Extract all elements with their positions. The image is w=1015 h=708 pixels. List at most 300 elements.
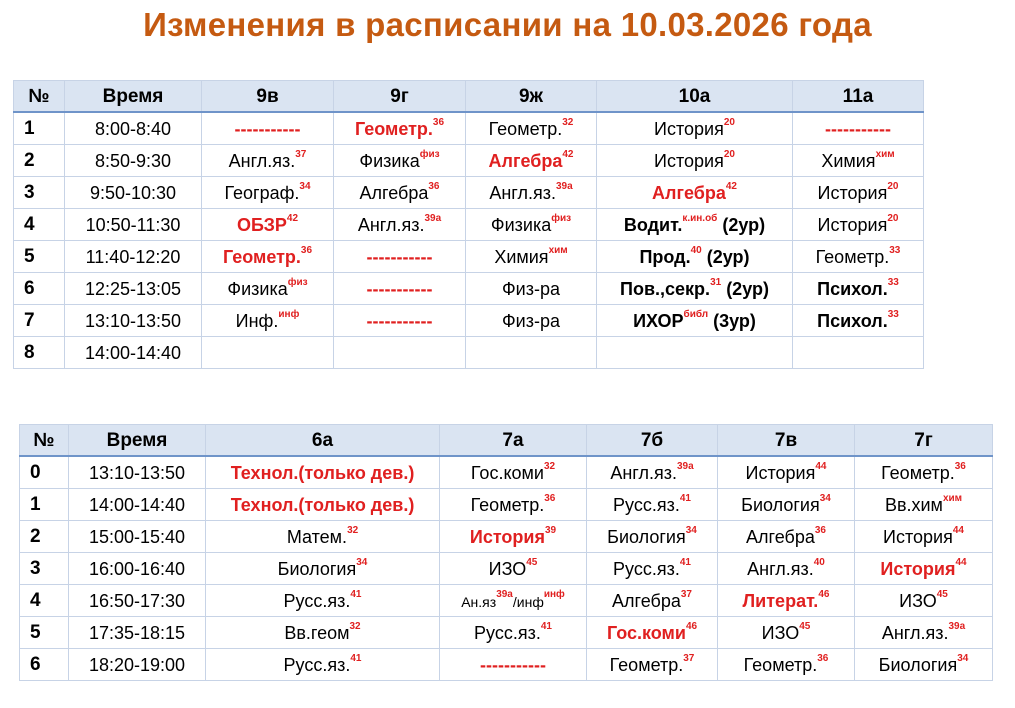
room-number: 45 [526, 556, 538, 568]
subject-name: Алгебра [488, 150, 563, 171]
subject-name: Водит. [623, 214, 683, 235]
lesson-subject [474, 620, 552, 643]
subject-name: Геометр. [222, 246, 301, 267]
room-number: 45 [936, 588, 948, 600]
column-header: 9г [334, 81, 466, 113]
lesson-cell [793, 305, 924, 337]
lesson-subject [881, 460, 966, 483]
lesson-number: 6 [14, 273, 65, 305]
lesson-cell [793, 273, 924, 305]
lesson-subject [488, 148, 574, 171]
subject-name: История [469, 526, 545, 547]
lesson-cell [440, 521, 587, 553]
subject-name: ----------- [234, 118, 301, 139]
lesson-subject [236, 212, 299, 235]
room-number: 39а [555, 180, 573, 192]
room-number: 42 [725, 180, 737, 192]
subject-name: Геометр. [488, 118, 563, 139]
lesson-subject [620, 276, 769, 299]
lesson-subject [654, 116, 735, 139]
lesson-cell [597, 337, 793, 369]
subject-name: История [817, 214, 888, 235]
subject-name: Геометр. [609, 654, 684, 675]
lesson-subject [283, 588, 362, 611]
column-header: № [14, 81, 65, 113]
subject-name: Англ.яз. [881, 622, 949, 643]
lesson-subject [761, 620, 811, 643]
lesson-subject [613, 492, 691, 515]
subject-name: ----------- [825, 118, 891, 139]
lesson-number: 6 [20, 649, 69, 681]
lesson-cell [334, 273, 466, 305]
subject-name: ИЗО [761, 622, 800, 643]
lesson-cell [587, 489, 718, 521]
lesson-subject [359, 180, 440, 203]
lesson-cell [718, 649, 855, 681]
lesson-cell [202, 305, 334, 337]
subject-name: Физика [490, 214, 552, 235]
lesson-number: 4 [20, 585, 69, 617]
lesson-number: 0 [20, 456, 69, 489]
lesson-cell [202, 273, 334, 305]
lesson-number: 2 [20, 521, 69, 553]
lesson-number: 5 [20, 617, 69, 649]
subject-name: ИЗО [488, 558, 527, 579]
lesson-time: 16:00-16:40 [69, 553, 206, 585]
lesson-subject [606, 620, 698, 643]
lesson-subject [612, 588, 692, 611]
lesson-time: 18:20-19:00 [69, 649, 206, 681]
table-row [20, 489, 993, 521]
room-number: 20 [887, 180, 899, 192]
subject-name: Геометр. [470, 494, 545, 515]
column-header: 7г [855, 425, 993, 457]
subject-name: История [654, 118, 724, 139]
lesson-subject [354, 116, 445, 139]
lesson-cell [202, 209, 334, 241]
subject-name: История [817, 182, 888, 203]
table-row [14, 305, 924, 337]
room-number: 46 [818, 588, 830, 600]
lesson-cell [206, 585, 440, 617]
schedule-table-senior [13, 80, 924, 369]
table-row [20, 585, 993, 617]
room-number: 41 [350, 588, 362, 600]
lesson-cell [334, 177, 466, 209]
column-header: № [20, 425, 69, 457]
table-row [14, 177, 924, 209]
lesson-subject [609, 652, 695, 675]
room-number: 40 [690, 244, 702, 256]
column-header: 11а [793, 81, 924, 113]
table-header-row [20, 425, 993, 457]
column-header: 7б [587, 425, 718, 457]
subject-name: Физика [359, 150, 420, 171]
lesson-cell [440, 553, 587, 585]
room-number: 40 [813, 556, 825, 568]
lesson-cell [334, 241, 466, 273]
room-number: 36 [817, 652, 829, 664]
lesson-cell [206, 456, 440, 489]
lesson-subject [231, 463, 415, 483]
subject-extra: (3ур) [708, 310, 756, 331]
subject-name: Химия [494, 246, 549, 267]
table-row [20, 617, 993, 649]
lesson-time: 13:10-13:50 [69, 456, 206, 489]
room-number: 41 [679, 492, 691, 504]
subject-name: Прод. [639, 246, 691, 267]
lesson-cell [793, 112, 924, 145]
room-number: 36 [300, 244, 313, 256]
column-header: Время [69, 425, 206, 457]
lesson-cell [793, 241, 924, 273]
lesson-time: 14:00-14:40 [69, 489, 206, 521]
lesson-cell [206, 649, 440, 681]
room-number: 36 [432, 116, 445, 128]
lesson-subject [821, 148, 895, 171]
subject-name: Геометр. [881, 462, 955, 483]
lesson-time: 17:35-18:15 [69, 617, 206, 649]
lesson-subject [654, 148, 735, 171]
lesson-number: 7 [14, 305, 65, 337]
lesson-subject [747, 556, 825, 579]
lesson-subject [825, 119, 891, 139]
lesson-cell [466, 273, 597, 305]
lesson-subject [470, 460, 556, 483]
lesson-cell [466, 337, 597, 369]
subject-name: Англ.яз. [489, 182, 556, 203]
lesson-cell [334, 305, 466, 337]
subject-name: Алгебра [652, 182, 726, 203]
lesson-subject [488, 116, 574, 139]
subject-name: Литерат. [742, 590, 819, 611]
subject-name: История [654, 150, 724, 171]
lesson-time: 9:50-10:30 [65, 177, 202, 209]
room-number: 42 [562, 148, 574, 160]
lesson-cell [587, 553, 718, 585]
lesson-cell [440, 456, 587, 489]
column-header: 7в [718, 425, 855, 457]
table-header-row [14, 81, 924, 113]
lesson-cell [597, 305, 793, 337]
subject-name: История [745, 462, 816, 483]
lesson-subject [741, 492, 831, 515]
subject-name: Алгебра [746, 526, 815, 547]
lesson-subject [880, 556, 967, 579]
room-number: 34 [819, 492, 831, 504]
subject-name: Физика [227, 278, 288, 299]
lesson-subject [284, 620, 361, 643]
room-number: 44 [815, 460, 827, 472]
lesson-number: 3 [14, 177, 65, 209]
room-number: 37 [683, 652, 695, 664]
lesson-cell [597, 177, 793, 209]
subject-name: Пов.,секр. [620, 278, 711, 299]
table-row [14, 112, 924, 145]
lesson-cell [855, 489, 993, 521]
lesson-subject [222, 244, 313, 267]
page-title: Изменения в расписании на 10.03.2026 года [143, 6, 872, 43]
lesson-time: 8:00-8:40 [65, 112, 202, 145]
lesson-subject [480, 655, 546, 675]
subject-name: Физ-ра [501, 278, 560, 299]
table-row [14, 209, 924, 241]
subject-name: Вв.хим [884, 494, 943, 515]
lesson-subject [623, 212, 766, 235]
lesson-number: 2 [14, 145, 65, 177]
lesson-cell [793, 209, 924, 241]
table-row [14, 241, 924, 273]
lesson-time: 12:25-13:05 [65, 273, 202, 305]
subject-name: Матем. [286, 526, 348, 547]
subject-name: ----------- [480, 654, 546, 675]
lesson-subject [607, 524, 697, 547]
lesson-cell [334, 145, 466, 177]
lesson-subject [633, 308, 756, 331]
subject-name: Психол. [817, 278, 888, 299]
lesson-number: 8 [14, 337, 65, 369]
subject-name: Алгебра [359, 182, 429, 203]
subject-name: Русс.яз. [283, 654, 351, 675]
lesson-subject [899, 588, 948, 611]
lesson-cell [587, 617, 718, 649]
lesson-subject [502, 279, 560, 299]
room-number: 39 [544, 524, 557, 536]
room-number: 42 [286, 212, 299, 224]
room-number: 37 [680, 588, 692, 600]
subject-name: Геометр. [815, 246, 890, 267]
lesson-cell [466, 112, 597, 145]
lesson-subject [227, 276, 308, 299]
lesson-subject [235, 308, 300, 331]
room-number: 39а [496, 588, 513, 600]
lesson-subject [884, 492, 963, 515]
subject-name: Вв.геом [284, 622, 350, 643]
lesson-time: 10:50-11:30 [65, 209, 202, 241]
lesson-number: 1 [20, 489, 69, 521]
subject-name: Геометр. [354, 118, 433, 139]
lesson-cell [466, 145, 597, 177]
lesson-subject [359, 148, 440, 171]
lesson-subject [367, 247, 433, 267]
lesson-subject [817, 180, 899, 203]
room-number: хим [875, 148, 895, 160]
subject-name: ----------- [366, 278, 433, 299]
lesson-cell [334, 209, 466, 241]
subject-name: Биология [878, 654, 958, 675]
room-number: физ [551, 212, 572, 224]
lesson-subject [231, 495, 415, 515]
lesson-subject [878, 652, 969, 675]
lesson-cell [855, 649, 993, 681]
lesson-subject [494, 244, 568, 267]
lesson-subject [502, 311, 560, 331]
lesson-subject [652, 180, 737, 203]
room-number: хим [942, 492, 963, 504]
room-number: 34 [957, 652, 969, 664]
subject-extra: (2ур) [717, 214, 766, 235]
lesson-cell [597, 112, 793, 145]
lesson-cell [334, 337, 466, 369]
room-number: 34 [685, 524, 697, 536]
lesson-cell [793, 337, 924, 369]
room-number: 39а [676, 460, 694, 472]
subject-extra: /инф [512, 593, 544, 610]
column-header: 9ж [466, 81, 597, 113]
subject-name: ----------- [366, 246, 433, 267]
subject-name: История [880, 558, 956, 579]
room-number: к.ин.об [682, 212, 718, 224]
lesson-cell [597, 209, 793, 241]
room-number: 33 [887, 308, 899, 320]
table-row [20, 521, 993, 553]
lesson-cell [597, 145, 793, 177]
subject-extra: (2ур) [701, 246, 750, 267]
lesson-cell [718, 585, 855, 617]
subject-name: Геометр. [743, 654, 818, 675]
schedule-table-junior [19, 424, 993, 681]
lesson-cell [718, 617, 855, 649]
room-number: 20 [723, 116, 735, 128]
lesson-cell [597, 273, 793, 305]
lesson-subject [489, 180, 573, 203]
lesson-cell [466, 209, 597, 241]
lesson-time: 14:00-14:40 [65, 337, 202, 369]
room-number: 31 [710, 276, 722, 288]
room-number: библ [683, 308, 709, 320]
room-number: 41 [679, 556, 691, 568]
lesson-number: 4 [14, 209, 65, 241]
lesson-subject [286, 524, 359, 547]
lesson-time: 16:50-17:30 [69, 585, 206, 617]
lesson-cell [793, 177, 924, 209]
subject-name: Ан.яз [461, 593, 497, 610]
subject-name: Гос.коми [470, 462, 544, 483]
lesson-subject [461, 588, 565, 610]
subject-name: Психол. [817, 310, 888, 331]
lesson-number: 5 [14, 241, 65, 273]
lesson-subject [817, 212, 899, 235]
room-number: 41 [350, 652, 362, 664]
lesson-subject [235, 119, 301, 139]
lesson-cell [855, 456, 993, 489]
lesson-cell [202, 112, 334, 145]
subject-name: Русс.яз. [613, 558, 680, 579]
lesson-subject [283, 652, 362, 675]
lesson-cell [587, 585, 718, 617]
room-number: 36 [544, 492, 556, 504]
room-number: 34 [299, 180, 311, 192]
lesson-subject [610, 460, 694, 483]
table-row [20, 553, 993, 585]
room-number: 33 [887, 276, 899, 288]
room-number: 36 [954, 460, 966, 472]
lesson-subject [746, 524, 826, 547]
subject-name: Биология [607, 526, 686, 547]
column-header: 9в [202, 81, 334, 113]
subject-name: Физ-ра [501, 310, 560, 331]
lesson-cell [440, 489, 587, 521]
subject-name: Технол.(только дев.) [230, 494, 415, 515]
lesson-time: 8:50-9:30 [65, 145, 202, 177]
table-row [14, 145, 924, 177]
lesson-cell [334, 112, 466, 145]
room-number: 32 [562, 116, 574, 128]
lesson-cell [202, 177, 334, 209]
lesson-cell [855, 617, 993, 649]
room-number: хим [548, 244, 568, 256]
lesson-subject [367, 311, 433, 331]
lesson-number: 1 [14, 112, 65, 145]
lesson-cell [855, 585, 993, 617]
room-number: 39а [948, 620, 966, 632]
lesson-cell [466, 241, 597, 273]
lesson-cell [597, 241, 793, 273]
lesson-cell [718, 553, 855, 585]
lesson-cell [440, 617, 587, 649]
lesson-cell [855, 521, 993, 553]
room-number: 34 [356, 556, 368, 568]
subject-name: ----------- [366, 310, 433, 331]
room-number: 32 [543, 460, 556, 472]
room-number: 44 [955, 556, 967, 568]
room-number: 37 [295, 148, 307, 160]
lesson-cell [855, 553, 993, 585]
subject-name: Биология [741, 494, 820, 515]
subject-name: Географ. [224, 182, 300, 203]
subject-name: ОБЗР [236, 214, 287, 235]
lesson-subject [488, 556, 538, 579]
room-number: физ [419, 148, 440, 160]
lesson-cell [206, 553, 440, 585]
subject-name: Англ.яз. [357, 214, 425, 235]
lesson-cell [466, 305, 597, 337]
column-header: 7а [440, 425, 587, 457]
lesson-subject [613, 556, 691, 579]
lesson-cell [466, 177, 597, 209]
lesson-subject [743, 652, 829, 675]
lesson-subject [745, 460, 827, 483]
room-number: 36 [428, 180, 440, 192]
lesson-subject [815, 244, 901, 267]
lesson-subject [277, 556, 368, 579]
lesson-cell [440, 585, 587, 617]
table-row [14, 337, 924, 369]
subject-name: Русс.яз. [283, 590, 351, 611]
lesson-subject [639, 244, 750, 267]
lesson-number: 3 [20, 553, 69, 585]
column-header: Время [65, 81, 202, 113]
subject-name: Англ.яз. [747, 558, 814, 579]
table-row [14, 273, 924, 305]
lesson-time: 13:10-13:50 [65, 305, 202, 337]
room-number: 45 [799, 620, 811, 632]
room-number: 33 [889, 244, 901, 256]
lesson-cell [202, 241, 334, 273]
room-number: 20 [723, 148, 735, 160]
lesson-cell [718, 521, 855, 553]
room-number: 20 [887, 212, 899, 224]
lesson-subject [490, 212, 572, 235]
lesson-time: 11:40-12:20 [65, 241, 202, 273]
lesson-cell [587, 521, 718, 553]
room-number: инф [543, 588, 565, 600]
lesson-cell [793, 145, 924, 177]
room-number: инф [278, 308, 300, 320]
lesson-cell [587, 649, 718, 681]
lesson-time: 15:00-15:40 [69, 521, 206, 553]
subject-name: Англ.яз. [610, 462, 677, 483]
